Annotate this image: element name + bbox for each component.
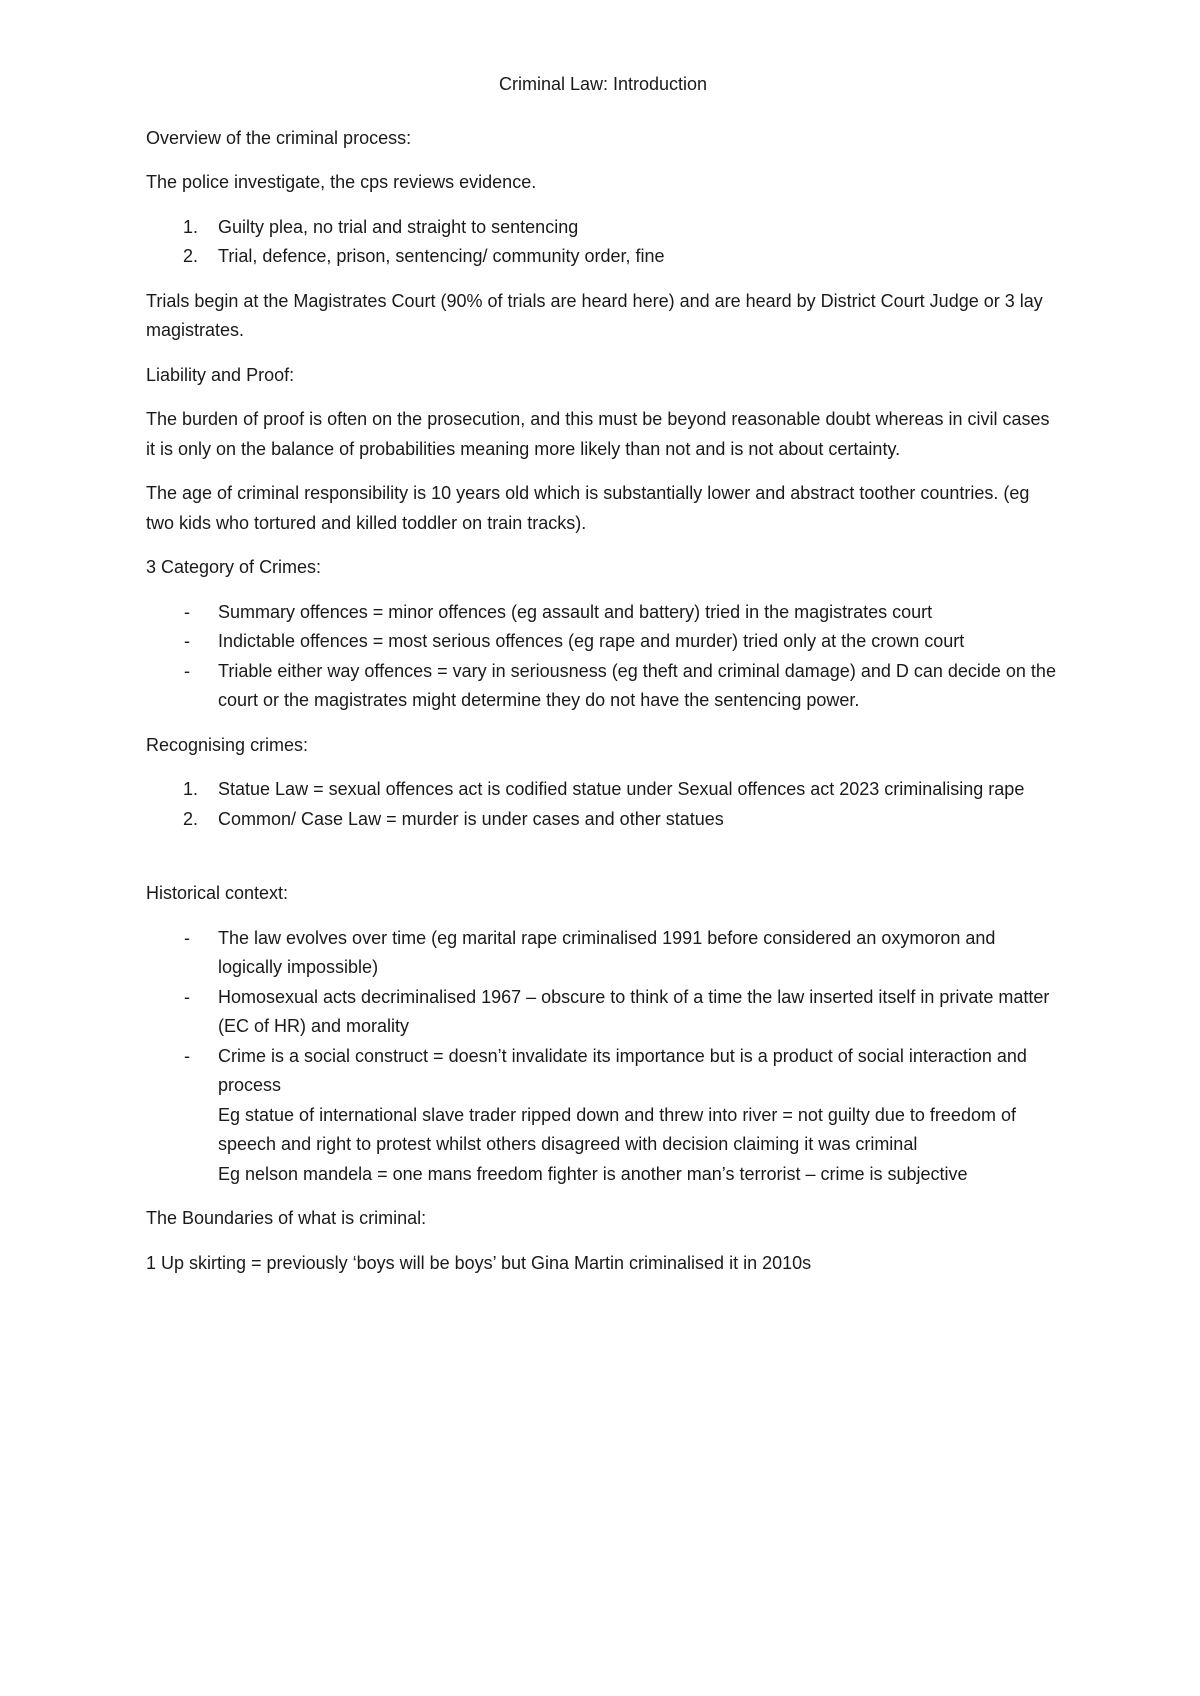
- list-item-text: Trial, defence, prison, sentencing/ community order, fine: [218, 246, 665, 266]
- document-title: Criminal Law: Introduction: [498, 74, 708, 94]
- overview-text: The police investigate, the cps reviews evidence.: [146, 172, 537, 192]
- list-marker: 1.: [183, 779, 199, 799]
- blank-line: [146, 849, 1060, 879]
- list-item-text: The law evolves over time (eg marital rape criminalised 1991 before considered an oxymoron and logically impossible): [218, 927, 996, 977]
- list-item: [146, 775, 1060, 805]
- historical-heading: Historical context:: [146, 883, 289, 903]
- list-item: [146, 627, 1060, 657]
- recognising-heading: Recognising crimes:: [146, 734, 309, 755]
- list-marker: 2.: [183, 808, 199, 829]
- list-item-text: Guilty plea, no trial and straight to sentencing: [218, 216, 579, 237]
- list-item: [146, 924, 1060, 983]
- list-marker: -: [184, 601, 190, 622]
- boundaries-paragraph: 1 Up skirting = previously ‘boys will be boys’ but Gina Martin criminalised it in 2010s: [146, 1252, 812, 1273]
- list-item: [146, 598, 1060, 628]
- categories-heading: 3 Category of Crimes:: [146, 557, 322, 577]
- overview-heading: Overview of the criminal process:: [146, 127, 412, 148]
- list-item-text: Summary offences = minor offences (eg assault and battery) tried in the magistrates court: [218, 601, 933, 622]
- age-paragraph: The age of criminal responsibility is 10 years old which is substantially lower and abstract toother countries. (eg two kids who tortured and killed toddler on train tracks).: [146, 483, 1030, 533]
- list-marker: 1.: [183, 216, 199, 237]
- list-item: [146, 1042, 1060, 1190]
- list-item-text: Triable either way offences = vary in seriousness (eg theft and criminal damage) and D can decide on the court or the magistrates might determine they do not have the sentencing power.: [218, 660, 1056, 710]
- burden-paragraph: The burden of proof is often on the prosecution, and this must be beyond reasonable doubt whereas in civil cases it is only on the balance of probabilities meaning more likely than not and is not about certainty.: [146, 409, 1050, 459]
- recognising-list: [146, 775, 1060, 834]
- list-marker: -: [184, 986, 190, 1007]
- list-item: [146, 805, 1060, 835]
- historical-list: [146, 924, 1060, 1190]
- categories-list: [146, 598, 1060, 716]
- example-line: Eg statue of international slave trader ripped down and threw into river = not guilty due to freedom of speech and right to protest whilst others disagreed with decision claiming it was criminal: [218, 1104, 1016, 1154]
- process-list: [146, 213, 1060, 272]
- boundaries-heading: The Boundaries of what is criminal:: [146, 1208, 427, 1228]
- list-item-text: Indictable offences = most serious offences (eg rape and murder) tried only at the crown court: [218, 631, 965, 651]
- list-marker: -: [184, 1045, 190, 1066]
- list-item: [146, 213, 1060, 243]
- example-line: Eg nelson mandela = one mans freedom fighter is another man’s terrorist – crime is subjective: [218, 1163, 968, 1184]
- list-item: [146, 657, 1060, 716]
- liability-heading: Liability and Proof:: [146, 364, 295, 385]
- list-item-text: Crime is a social construct = doesn’t invalidate its importance but is a product of social interaction and process: [218, 1045, 1027, 1095]
- list-marker: -: [184, 631, 190, 651]
- list-marker: 2.: [183, 246, 199, 266]
- list-item: [146, 242, 1060, 272]
- list-item-text: Statue Law = sexual offences act is codified statue under Sexual offences act 2023 criminalising rape: [218, 779, 1025, 799]
- list-marker: -: [184, 927, 190, 948]
- list-marker: -: [184, 660, 190, 681]
- list-item-text: Homosexual acts decriminalised 1967 – obscure to think of a time the law inserted itself in private matter (EC of HR) and morality: [218, 986, 1050, 1036]
- trials-paragraph: Trials begin at the Magistrates Court (90% of trials are heard here) and are heard by District Court Judge or 3 lay magistrates.: [146, 290, 1043, 340]
- list-item-text: Common/ Case Law = murder is under cases and other statues: [218, 808, 724, 829]
- list-item: [146, 983, 1060, 1042]
